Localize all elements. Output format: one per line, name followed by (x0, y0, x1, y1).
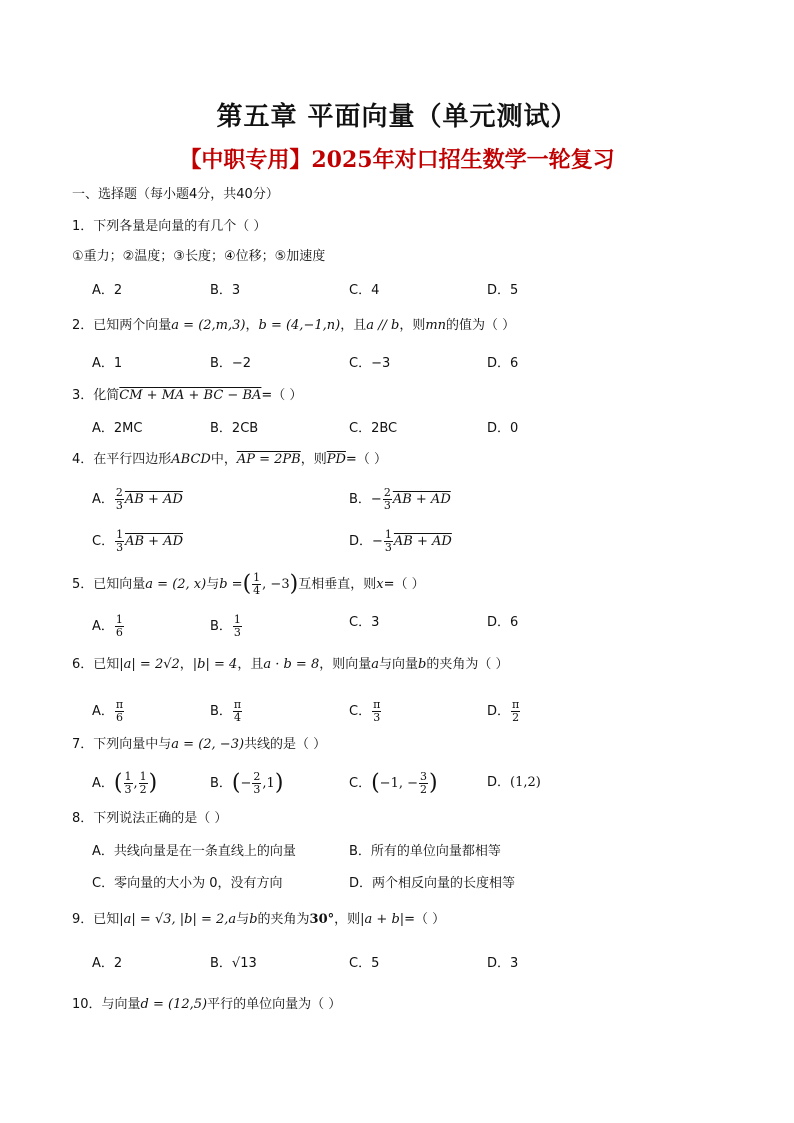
q6-b-label: B． (210, 704, 232, 719)
q5-d-label: D． (487, 615, 511, 630)
q7-b-frac (252, 771, 261, 796)
q4-condition: AP = 2PB (236, 452, 301, 467)
q3-stem-text: 3．化简 (72, 388, 120, 403)
q4-c-fraction (115, 529, 124, 554)
q6-c-fraction (372, 699, 381, 724)
q6-sep: ， (179, 657, 193, 672)
q6-mid: ，且 (237, 657, 264, 672)
q5-a-den: 6 (115, 626, 123, 639)
q9-option-b: B．√13 (210, 956, 257, 971)
q6-vector-b: b (418, 657, 427, 672)
q6-c-num: π (373, 698, 381, 711)
q7-stem-text: 7．下列向量中与 (72, 737, 172, 752)
q7-vector: a = (2, −3) (171, 737, 245, 752)
q4-shape: ABCD (171, 452, 211, 467)
q7-c-den: 2 (420, 783, 427, 796)
q3-tail: =（ ） (261, 388, 303, 403)
q5-option-d (487, 614, 518, 632)
q3-expression: CM + MA + BC − BA (119, 388, 262, 403)
q2-option-a: A．1 (92, 356, 123, 371)
page-title: 第五章 平面向量（单元测试） (216, 102, 578, 132)
q2-option-c: C．−3 (349, 356, 391, 371)
q5-d-text: 6 (510, 615, 519, 630)
q6-b-den: 4 (234, 711, 242, 724)
q7-c-label: C． (349, 776, 372, 791)
q4-a-num: 2 (115, 486, 123, 499)
q2-expression: mn (425, 318, 447, 333)
q5-frac-den: 4 (253, 584, 261, 597)
q7-d-label: D． (487, 775, 511, 790)
q8-option-a: A．共线向量是在一条直线上的向量 (92, 844, 296, 859)
q7-b-den: 3 (253, 783, 261, 796)
q10-tail: 平行的单位向量为（ ） (207, 997, 342, 1012)
q6-a-fraction (115, 699, 124, 724)
q7-option-b (210, 771, 283, 796)
q6-a-label: A． (92, 704, 114, 719)
q6-condition-2: |b| = 4 (192, 657, 238, 672)
q4-mid: 中， (210, 452, 237, 467)
q4-a-den: 3 (115, 499, 123, 512)
q5-a-fraction (115, 614, 124, 639)
q3-option-b: B．2CB (210, 421, 259, 436)
q5-a-label: A． (92, 619, 114, 634)
q6-c-den: 3 (373, 711, 381, 724)
q7-a-num2: 1 (139, 770, 147, 783)
q4-b-num: 2 (383, 486, 391, 499)
q4-target: $\overline{PD}$ (326, 452, 346, 467)
q7-a-frac2 (139, 771, 148, 796)
q7-a-den1: 3 (124, 783, 132, 796)
q6-option-d (487, 699, 521, 724)
q5-vector-b-pre: b = (219, 577, 243, 592)
q6-vector-a: a (371, 657, 380, 672)
q9-tail: =（ ） (404, 912, 446, 927)
q6-condition-3: a · b = 8 (263, 657, 320, 672)
q9-condition: |a| = √3, |b| = 2, (119, 912, 229, 927)
q6-mid3: 与向量 (379, 657, 419, 672)
q5-b-num: 1 (233, 613, 241, 626)
q5-vector-b-post: , −3 (262, 577, 290, 592)
q7-c-num: 3 (420, 770, 427, 783)
q4-d-label: D． (349, 534, 373, 549)
q6-c-label: C． (349, 704, 372, 719)
q2-relation: a // b (366, 318, 400, 333)
q6-d-label: D． (487, 704, 511, 719)
q6-condition-1: |a| = 2√2 (119, 657, 180, 672)
q9-mid: 与 (236, 912, 250, 927)
q4-a-fraction (115, 487, 124, 512)
q7-a-mid: , (133, 776, 138, 791)
question-8-stem: 8．下列说法正确的是（ ） (72, 811, 228, 826)
q6-b-num: π (233, 698, 242, 711)
q7-c-paren-close: ) (429, 770, 438, 796)
q4-d-sign: − (372, 534, 383, 549)
question-5-stem (72, 572, 425, 597)
q2-vector-a: a = (2,m,3) (171, 318, 246, 333)
q7-a-den2: 2 (139, 783, 147, 796)
q4-mid2: ，则 (300, 452, 327, 467)
q5-mid: 与 (206, 577, 220, 592)
q1-option-b: B．3 (210, 283, 241, 298)
question-1-stem: 1．下列各量是向量的有几个（ ） (72, 219, 267, 234)
section-heading: 一、选择题（每小题4分，共40分） (72, 187, 279, 202)
q5-option-c (349, 614, 379, 632)
q9-mid3: ，则 (334, 912, 361, 927)
q10-stem-text: 10．与向量 (72, 997, 141, 1012)
q1-option-c: C．4 (349, 283, 380, 298)
q5-c-text: 3 (371, 615, 380, 630)
q7-b-paren-close: ) (274, 770, 284, 796)
q4-b-sign: − (370, 492, 382, 507)
q5-fraction (252, 572, 261, 597)
q2-tail: 的值为（ ） (446, 318, 516, 333)
q9-angle: 30° (309, 912, 335, 927)
q8-option-b: B．所有的单位向量都相等 (349, 844, 501, 859)
q6-a-den: 6 (116, 711, 124, 724)
q4-option-d (349, 529, 452, 554)
q6-option-a (92, 699, 125, 724)
q2-mid2: ，则 (399, 318, 426, 333)
q5-var: x (376, 577, 384, 592)
q5-tail: =（ ） (383, 577, 425, 592)
q7-option-d (487, 774, 541, 792)
q7-a-frac1 (124, 771, 133, 796)
q4-b-fraction (383, 487, 392, 512)
q7-a-paren-open: ( (113, 770, 123, 796)
q4-option-a (92, 487, 183, 512)
question-3-stem (72, 387, 302, 405)
q2-mid: ，且 (340, 318, 367, 333)
q8-option-c: C．零向量的大小为 0，没有方向 (92, 876, 283, 891)
q5-b-den: 3 (233, 626, 241, 639)
q2-sep: ， (245, 318, 259, 333)
q4-b-label: B． (349, 492, 371, 507)
question-9-stem (72, 911, 445, 929)
q7-option-a (92, 771, 157, 796)
question-1-items: ①重力；②温度；③长度；④位移；⑤加速度 (72, 249, 326, 264)
q3-option-c: C．2BC (349, 421, 398, 436)
question-10-stem (72, 996, 341, 1014)
q7-c-paren-open: ( (371, 770, 380, 796)
q5-stem-text: 5．已知向量 (72, 577, 146, 592)
q2-option-d: D．6 (487, 356, 519, 371)
q1-option-a: A．2 (92, 283, 123, 298)
q2-stem-text: 2．已知两个向量 (72, 318, 172, 333)
q7-option-c (349, 771, 438, 796)
q4-option-c (92, 529, 183, 554)
question-2-stem (72, 317, 515, 335)
q7-a-num1: 1 (124, 770, 132, 783)
q5-paren-open: ( (242, 571, 252, 597)
q6-d-fraction (511, 699, 520, 724)
q7-b-sign: − (240, 776, 252, 791)
q3-option-a: A．2MC (92, 421, 143, 436)
q6-a-num: π (115, 698, 124, 711)
q5-mid2: 互相垂直，则 (298, 577, 377, 592)
q7-a-label: A． (92, 776, 114, 791)
q5-b-label: B． (210, 619, 232, 634)
q5-frac-num: 1 (253, 571, 261, 584)
q4-b-rest: AB + AD (392, 492, 451, 507)
q4-b-den: 3 (383, 499, 391, 512)
q6-mid2: ，则向量 (319, 657, 372, 672)
q8-option-d: D．两个相反向量的长度相等 (349, 876, 516, 891)
question-7-stem (72, 736, 326, 754)
q4-d-den: 3 (384, 541, 392, 554)
q2-option-b: B．−2 (210, 356, 252, 371)
q5-paren-close: ) (289, 571, 299, 597)
q7-tail: 共线的是（ ） (244, 737, 327, 752)
q6-d-num: π (512, 698, 520, 711)
q6-tail: 的夹角为（ ） (426, 657, 509, 672)
question-6-stem (72, 656, 509, 674)
q6-option-b (210, 699, 243, 724)
q5-option-a (92, 614, 125, 639)
q5-c-label: C． (349, 615, 372, 630)
q6-stem-text: 6．已知 (72, 657, 120, 672)
q7-d-text: (1,2) (510, 775, 541, 790)
q5-vector-a: a = (2, x) (145, 577, 207, 592)
q4-a-rest: AB + AD (124, 492, 183, 507)
q4-c-label: C． (92, 534, 115, 549)
q4-d-fraction (384, 529, 393, 554)
q5-option-b (210, 614, 243, 639)
q9-stem-text: 9．已知 (72, 912, 120, 927)
q3-option-d: D．0 (487, 421, 519, 436)
page-subtitle: 【中职专用】2025年对口招生数学一轮复习 (179, 147, 615, 173)
q4-a-label: A． (92, 492, 114, 507)
q5-b-fraction (233, 614, 242, 639)
question-4-stem (72, 451, 387, 469)
q9-vector-b: b (249, 912, 258, 927)
q9-target: |a + b| (360, 912, 405, 927)
q9-option-c: C．5 (349, 956, 380, 971)
q6-d-den: 2 (512, 711, 520, 724)
q7-b-label: B． (210, 776, 232, 791)
q7-c-lead: −1, − (379, 776, 418, 791)
q7-c-frac (419, 771, 428, 796)
q9-option-d: D．3 (487, 956, 519, 971)
q4-tail: =（ ） (345, 452, 387, 467)
q4-d-rest: AB + AD (393, 534, 452, 549)
q4-option-b (349, 487, 451, 512)
q9-mid2: 的夹角为 (257, 912, 310, 927)
q4-stem-text: 4．在平行四边形 (72, 452, 172, 467)
q4-c-rest: AB + AD (125, 534, 183, 549)
q9-option-a: A．2 (92, 956, 123, 971)
q4-c-num: 1 (116, 528, 124, 541)
q7-b-paren-open: ( (231, 770, 241, 796)
q4-d-num: 1 (384, 528, 392, 541)
q7-b-num: 2 (253, 770, 261, 783)
q6-option-c (349, 699, 382, 724)
q4-c-den: 3 (116, 541, 124, 554)
q9-vector-a: a (228, 912, 237, 927)
q1-option-d: D．5 (487, 283, 519, 298)
q6-b-fraction (233, 699, 242, 724)
q5-a-num: 1 (115, 613, 123, 626)
q2-vector-b: b = (4,−1,n) (258, 318, 341, 333)
q10-vector: d = (12,5) (140, 997, 208, 1012)
q7-b-rest: ,1 (262, 776, 275, 791)
q7-a-paren-close: ) (148, 770, 158, 796)
